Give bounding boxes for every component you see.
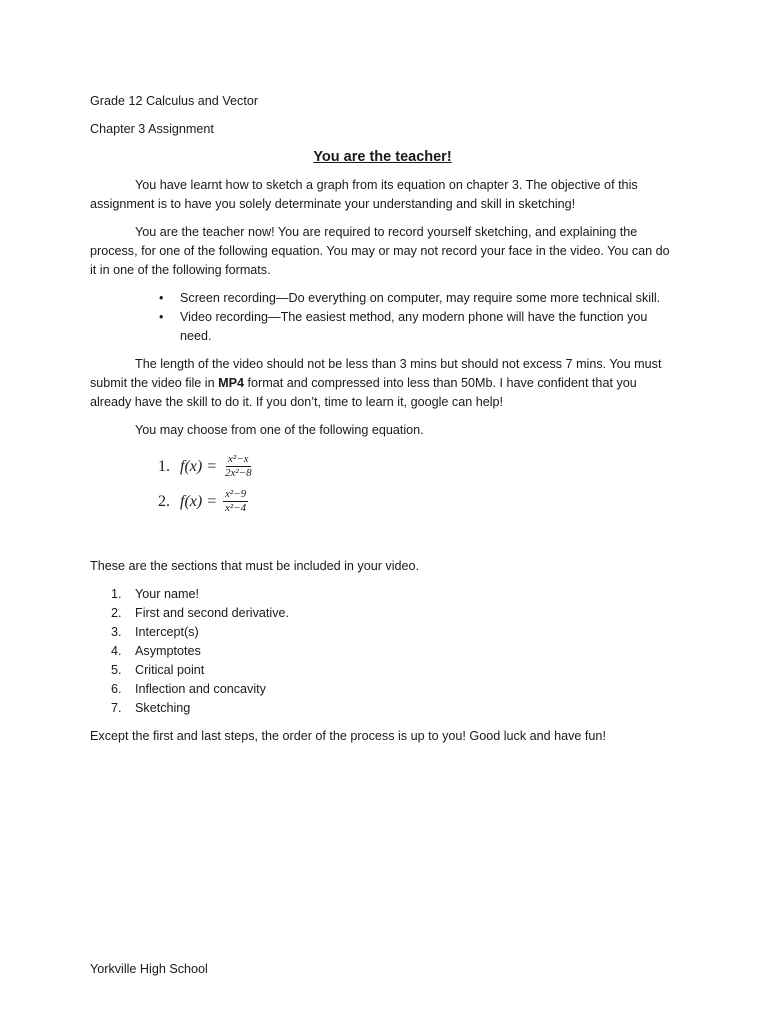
step-text: First and second derivative.	[135, 606, 289, 620]
equation-number: 1.	[158, 458, 170, 475]
step-text: Inflection and concavity	[135, 682, 266, 696]
closing-paragraph: Except the first and last steps, the order of the process is up to you! Good luck and have fun!	[90, 729, 606, 743]
step-number: 2.	[111, 606, 122, 620]
step-number: 1.	[111, 587, 122, 601]
format-list	[90, 289, 675, 346]
requirements-paragraph	[90, 355, 675, 412]
intro-paragraph: You have learnt how to sketch a graph from its equation on chapter 3. The objective of this assignment is to have you solely determinate your understanding and skill in sketching!	[90, 178, 638, 211]
step-text: Critical point	[135, 663, 205, 677]
chapter-name: Chapter 3 Assignment	[90, 122, 214, 136]
fraction	[223, 488, 248, 515]
list-item	[90, 585, 675, 604]
list-item	[90, 699, 675, 718]
denominator: 2x²−8	[225, 467, 252, 479]
numerator: x²−9	[225, 488, 247, 500]
choose-equation-paragraph: You may choose from one of the following equation.	[135, 423, 424, 437]
denominator: x²−4	[225, 502, 247, 514]
equation-item	[90, 449, 675, 484]
step-number: 6.	[111, 682, 122, 696]
equation-number: 2.	[158, 493, 170, 510]
list-item	[90, 604, 675, 623]
step-number: 5.	[111, 663, 122, 677]
step-number: 7.	[111, 701, 122, 715]
requirements-text-start: The length of the video should not be less than 3 mins but should not excess 7 mins. You must submit the video file in	[90, 357, 662, 390]
sections-intro: These are the sections that must be included in your video.	[90, 559, 420, 573]
equation	[180, 453, 254, 480]
step-text: Your name!	[135, 587, 199, 601]
list-item	[90, 289, 675, 308]
step-text: Sketching	[135, 701, 191, 715]
step-number: 4.	[111, 644, 122, 658]
file-format: MP4	[218, 376, 245, 390]
step-text: Asymptotes	[135, 644, 201, 658]
instructions-paragraph: You are the teacher now! You are required to record yourself sketching, and explaining the process, for one of the following equation. You may or may not record your face in the video. You can do it in one of the following formats.	[90, 225, 670, 277]
page-title: You are the teacher!	[313, 149, 452, 165]
equation-list	[90, 449, 675, 519]
list-item	[90, 661, 675, 680]
equation-lhs: f(x) =	[180, 458, 217, 475]
bullet-icon: •	[159, 291, 164, 305]
step-number: 3.	[111, 625, 122, 639]
document-body	[90, 92, 675, 746]
list-item	[90, 642, 675, 661]
fraction	[223, 453, 254, 480]
equation-lhs: f(x) =	[180, 493, 217, 510]
equation-item	[90, 484, 675, 519]
sections-list	[90, 585, 675, 718]
course-name: Grade 12 Calculus and Vector	[90, 94, 259, 108]
format-text: Video recording—The easiest method, any modern phone will have the function you need.	[180, 310, 648, 343]
bullet-icon: •	[159, 310, 164, 324]
list-item	[90, 680, 675, 699]
step-text: Intercept(s)	[135, 625, 199, 639]
equation	[180, 488, 248, 515]
numerator: x²−x	[228, 453, 249, 465]
list-item	[90, 623, 675, 642]
requirements-text-end: format and compressed into less than 50Mb. I have confident that you already have the skill to do it. If you don’t, time to learn it, google can help!	[90, 376, 637, 409]
footer-school: Yorkville High School	[90, 962, 208, 976]
list-item	[90, 308, 675, 346]
format-text: Screen recording—Do everything on computer, may require some more technical skill.	[180, 291, 661, 305]
